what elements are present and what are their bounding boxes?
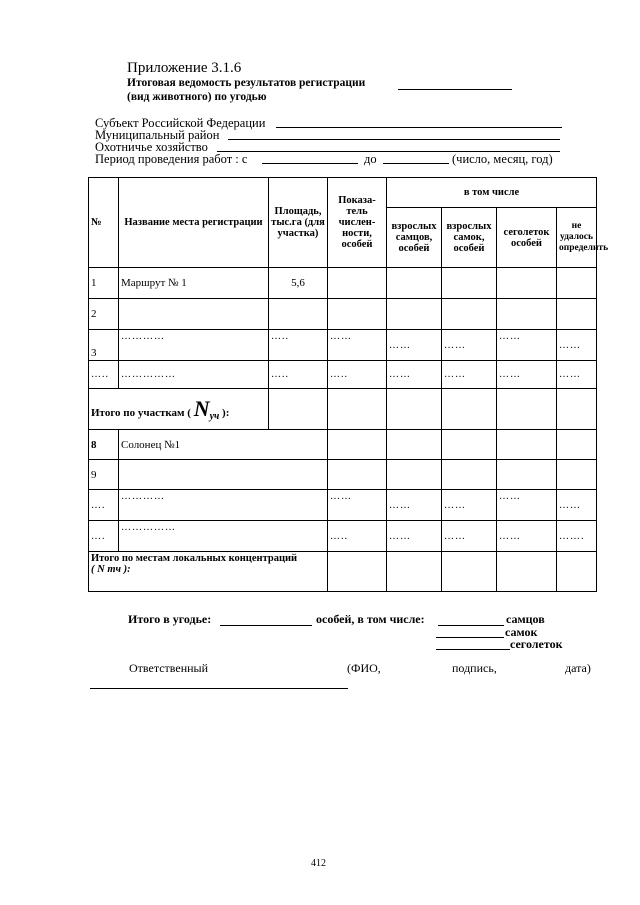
title-blank-line[interactable] xyxy=(398,89,512,90)
local-total-row xyxy=(89,552,597,592)
subject-label: Субъект Российской Федерации xyxy=(95,116,266,130)
table-row xyxy=(89,299,597,330)
header-count: Показа-тель числен-ности, особей xyxy=(328,178,387,268)
period-to-field[interactable] xyxy=(383,163,449,164)
table-row xyxy=(89,490,597,521)
females-label: самок xyxy=(505,625,538,639)
row-females[interactable]: …… xyxy=(442,490,497,521)
row-males[interactable] xyxy=(387,460,442,490)
table-row xyxy=(89,361,597,389)
plots-total-label: Итого по участкам ( Nуч ): xyxy=(89,389,269,430)
plots-total-count[interactable] xyxy=(328,389,387,430)
totals-field[interactable] xyxy=(220,625,312,626)
row-count[interactable] xyxy=(328,268,387,299)
responsible-field[interactable] xyxy=(90,688,348,689)
row-num: 1 xyxy=(89,268,119,299)
subject-field[interactable] xyxy=(276,127,562,128)
row-count[interactable] xyxy=(328,460,387,490)
header-including: в том числе xyxy=(387,178,597,208)
fio-label: (ФИО, xyxy=(347,661,381,675)
title-line2: (вид животного) по угодью xyxy=(127,91,267,103)
period-from-field[interactable] xyxy=(262,163,358,164)
local-total-count[interactable] xyxy=(328,552,387,592)
row-num: 9 xyxy=(89,460,119,490)
totals-label: Итого в угодье: xyxy=(128,612,212,626)
header-undetermined: не удалось определить xyxy=(557,208,597,268)
local-total-undetermined[interactable] xyxy=(557,552,597,592)
row-undetermined[interactable] xyxy=(557,430,597,460)
plots-total-males[interactable] xyxy=(387,389,442,430)
registration-table xyxy=(88,177,609,592)
period-to-label: до xyxy=(364,152,377,166)
row-num: …. xyxy=(89,521,119,552)
row-num: …. xyxy=(89,490,119,521)
row-yearlings[interactable] xyxy=(497,299,557,330)
plots-total-yearlings[interactable] xyxy=(497,389,557,430)
row-undetermined[interactable] xyxy=(557,268,597,299)
row-females[interactable] xyxy=(442,430,497,460)
row-females[interactable] xyxy=(442,268,497,299)
table-row xyxy=(89,460,597,490)
row-undetermined[interactable] xyxy=(557,460,597,490)
local-total-label: Итого по местам локальных концентраций ( N тч ): xyxy=(89,552,328,592)
table-row xyxy=(89,521,597,552)
row-yearlings[interactable]: …… xyxy=(497,490,557,521)
row-males[interactable] xyxy=(387,430,442,460)
females-field[interactable] xyxy=(436,637,504,638)
row-num: ….. xyxy=(89,361,119,389)
row-count[interactable]: …… xyxy=(328,490,387,521)
header-area: Площадь, тыс.га (для участка) xyxy=(269,178,328,268)
row-undetermined[interactable]: …… xyxy=(557,330,597,361)
table-row xyxy=(89,430,597,460)
row-females[interactable] xyxy=(442,460,497,490)
header-yearlings: сеголеток особей xyxy=(497,208,557,268)
page-number: 412 xyxy=(311,858,326,869)
row-count[interactable]: ….. xyxy=(328,361,387,389)
row-undetermined[interactable]: …… xyxy=(557,361,597,389)
appendix-label: Приложение 3.1.6 xyxy=(127,60,242,76)
row-undetermined[interactable] xyxy=(557,299,597,330)
row-place[interactable]: …………… xyxy=(119,521,328,552)
responsible-label: Ответственный xyxy=(129,661,209,675)
totals-middle: особей, в том числе: xyxy=(316,612,425,626)
signature-label: подпись, xyxy=(452,661,497,675)
row-males[interactable] xyxy=(387,268,442,299)
row-num: 3 xyxy=(89,330,119,361)
row-place[interactable]: …………… xyxy=(119,361,269,389)
row-undetermined[interactable]: …… xyxy=(557,490,597,521)
row-yearlings[interactable] xyxy=(497,268,557,299)
title-line1: Итоговая ведомость результатов регистрации xyxy=(127,77,366,89)
date-label: дата) xyxy=(565,661,591,675)
row-area[interactable]: 5,6 xyxy=(269,268,328,299)
district-field[interactable] xyxy=(228,139,560,140)
row-place[interactable]: Солонец №1 xyxy=(119,430,328,460)
row-area[interactable]: ….. xyxy=(269,361,328,389)
header-num: № xyxy=(89,178,119,268)
row-females[interactable]: …… xyxy=(442,330,497,361)
row-yearlings[interactable] xyxy=(497,430,557,460)
period-prefix: Период проведения работ : с xyxy=(95,152,248,166)
males-field[interactable] xyxy=(438,625,504,626)
plots-total-row xyxy=(89,389,597,430)
row-yearlings[interactable]: …… xyxy=(497,521,557,552)
row-count[interactable] xyxy=(328,430,387,460)
row-yearlings[interactable] xyxy=(497,460,557,490)
row-place[interactable]: ………… xyxy=(119,490,328,521)
males-label: самцов xyxy=(506,612,545,626)
hunting-label: Охотничье хозяйство xyxy=(95,140,208,154)
yearlings-field[interactable] xyxy=(436,649,510,650)
local-total-males[interactable] xyxy=(387,552,442,592)
row-males[interactable] xyxy=(387,299,442,330)
plots-total-undetermined[interactable] xyxy=(557,389,597,430)
row-males[interactable]: …… xyxy=(387,490,442,521)
row-count[interactable]: ….. xyxy=(328,521,387,552)
header-females: взрослых самок, особей xyxy=(442,208,497,268)
row-place[interactable] xyxy=(119,460,328,490)
row-area[interactable]: ….. xyxy=(269,330,328,361)
district-label: Муниципальный район xyxy=(95,128,220,142)
header-place: Название места регистрации xyxy=(119,178,269,268)
document-title xyxy=(127,77,365,89)
row-num: 8 xyxy=(89,430,119,460)
row-place[interactable]: Маршрут № 1 xyxy=(119,268,269,299)
period-suffix: (число, месяц, год) xyxy=(452,152,553,166)
row-females[interactable]: …… xyxy=(442,361,497,389)
plots-total-females[interactable] xyxy=(442,389,497,430)
row-males[interactable]: …… xyxy=(387,361,442,389)
table-row xyxy=(89,268,597,299)
row-yearlings[interactable]: …… xyxy=(497,361,557,389)
header-males: взрослых самцов, особей xyxy=(387,208,442,268)
row-num: 2 xyxy=(89,299,119,330)
table-row xyxy=(89,330,597,361)
row-males[interactable]: …… xyxy=(387,330,442,361)
row-yearlings[interactable]: …… xyxy=(497,330,557,361)
plots-total-area[interactable] xyxy=(269,389,328,430)
row-females[interactable] xyxy=(442,299,497,330)
row-count[interactable]: …… xyxy=(328,330,387,361)
row-count[interactable] xyxy=(328,299,387,330)
local-total-females[interactable] xyxy=(442,552,497,592)
row-males[interactable]: …… xyxy=(387,521,442,552)
yearlings-label: сеголеток xyxy=(510,637,563,651)
row-area[interactable] xyxy=(269,299,328,330)
row-undetermined[interactable]: ……. xyxy=(557,521,597,552)
row-females[interactable]: …… xyxy=(442,521,497,552)
row-place[interactable]: ………… xyxy=(119,330,269,361)
local-total-yearlings[interactable] xyxy=(497,552,557,592)
row-place[interactable] xyxy=(119,299,269,330)
